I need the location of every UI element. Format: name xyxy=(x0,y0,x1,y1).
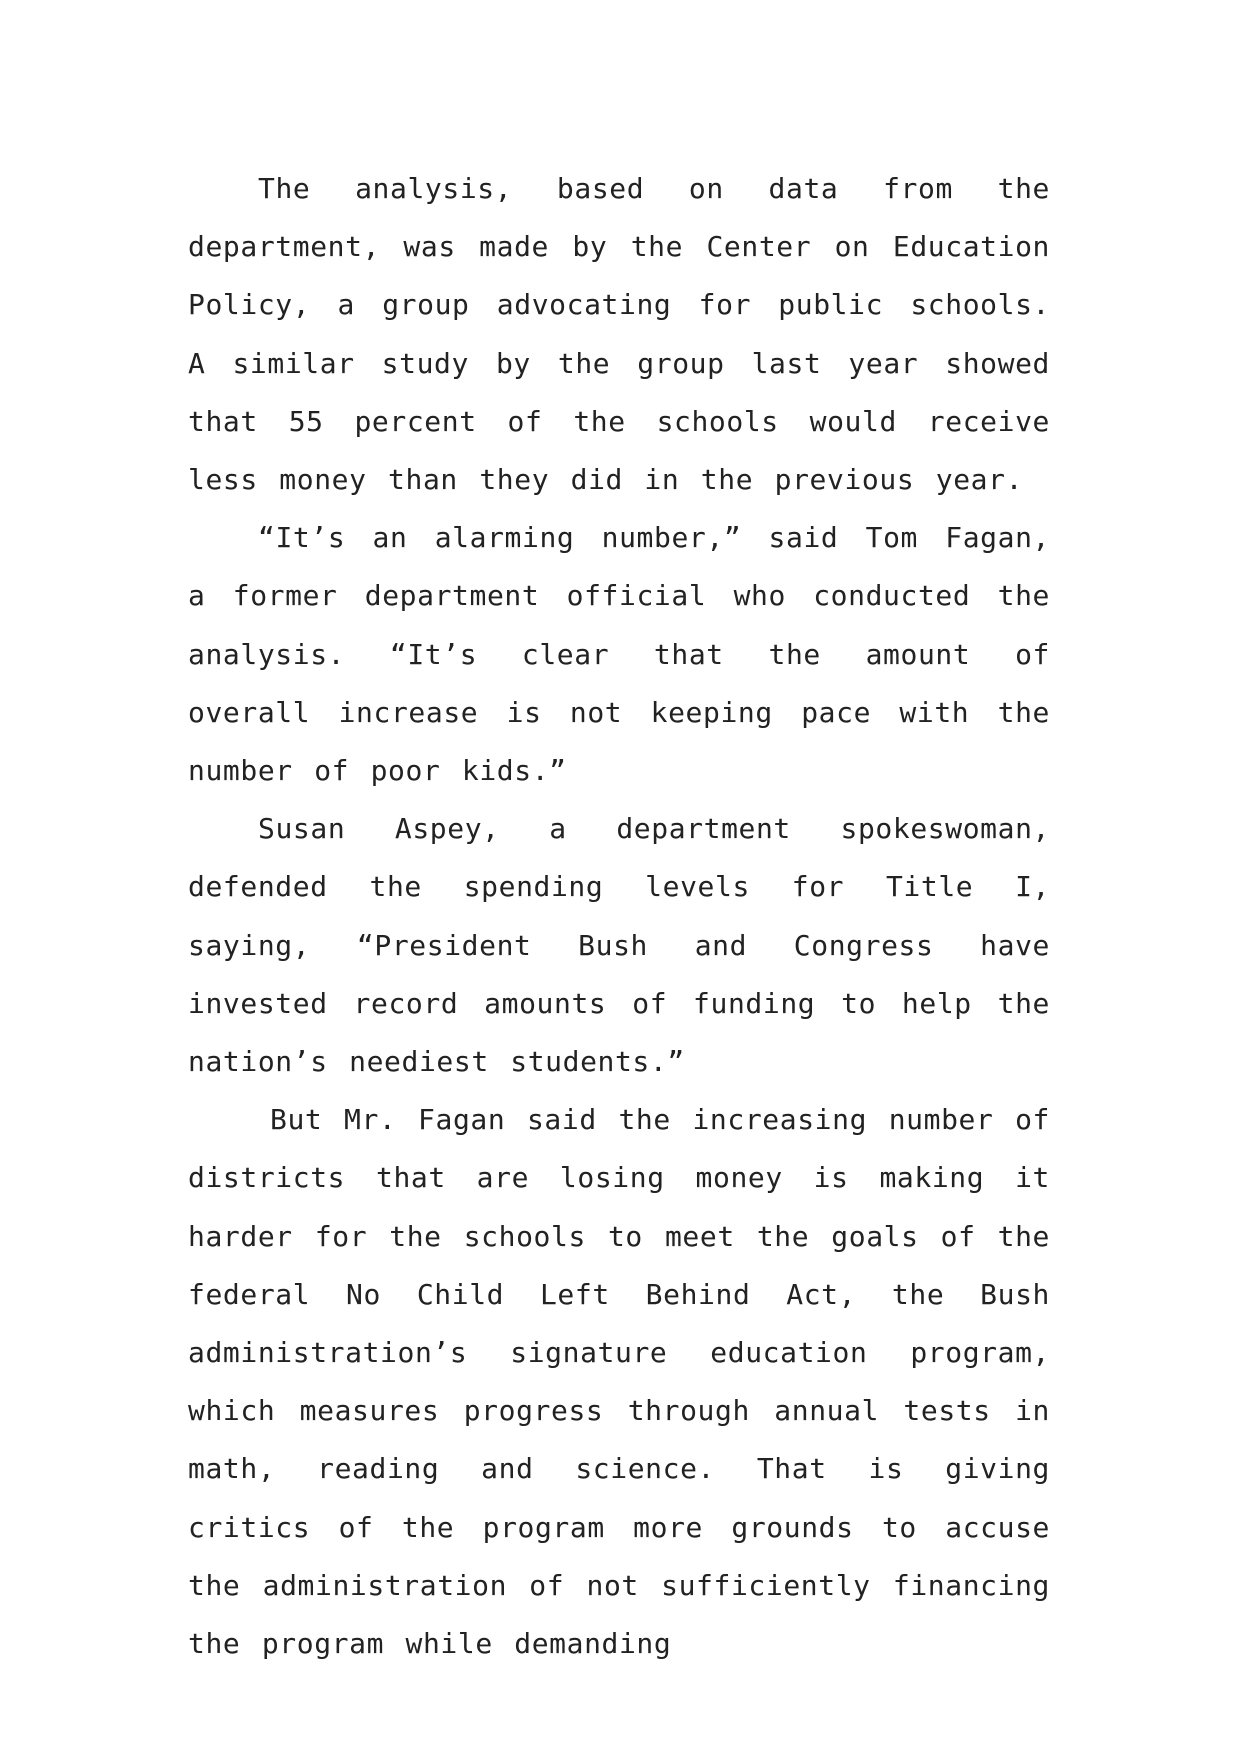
paragraph-analysis: The analysis, based on data from the department, was made by the Center on Education Policy, a group advocating for public schools. A similar study by the group last year showed that 55 percent of the schools would receive less money than they did in the previous year. xyxy=(188,172,1050,497)
paragraph-aspey-quote: Susan Aspey, a department spokeswoman, defended the spending levels for Title I, saying, “President Bush and Congress have invested record amounts of funding to help the nation’s neediest students.” xyxy=(188,812,1050,1079)
document-page xyxy=(188,160,1050,1673)
paragraph-no-child-left-behind: But Mr. Fagan said the increasing number of districts that are losing money is making it harder for the schools to meet the goals of the federal No Child Left Behind Act, the Bush administration’s signature education program, which measures progress through annual tests in math, reading and science. That is giving critics of the program more grounds to accuse the administration of not sufficiently financing the program while demanding xyxy=(188,1103,1050,1661)
paragraph-fagan-quote: “It’s an alarming number,” said Tom Fagan, a former department official who conducted the analysis. “It’s clear that the amount of overall increase is not keeping pace with the number of poor kids.” xyxy=(188,521,1050,788)
